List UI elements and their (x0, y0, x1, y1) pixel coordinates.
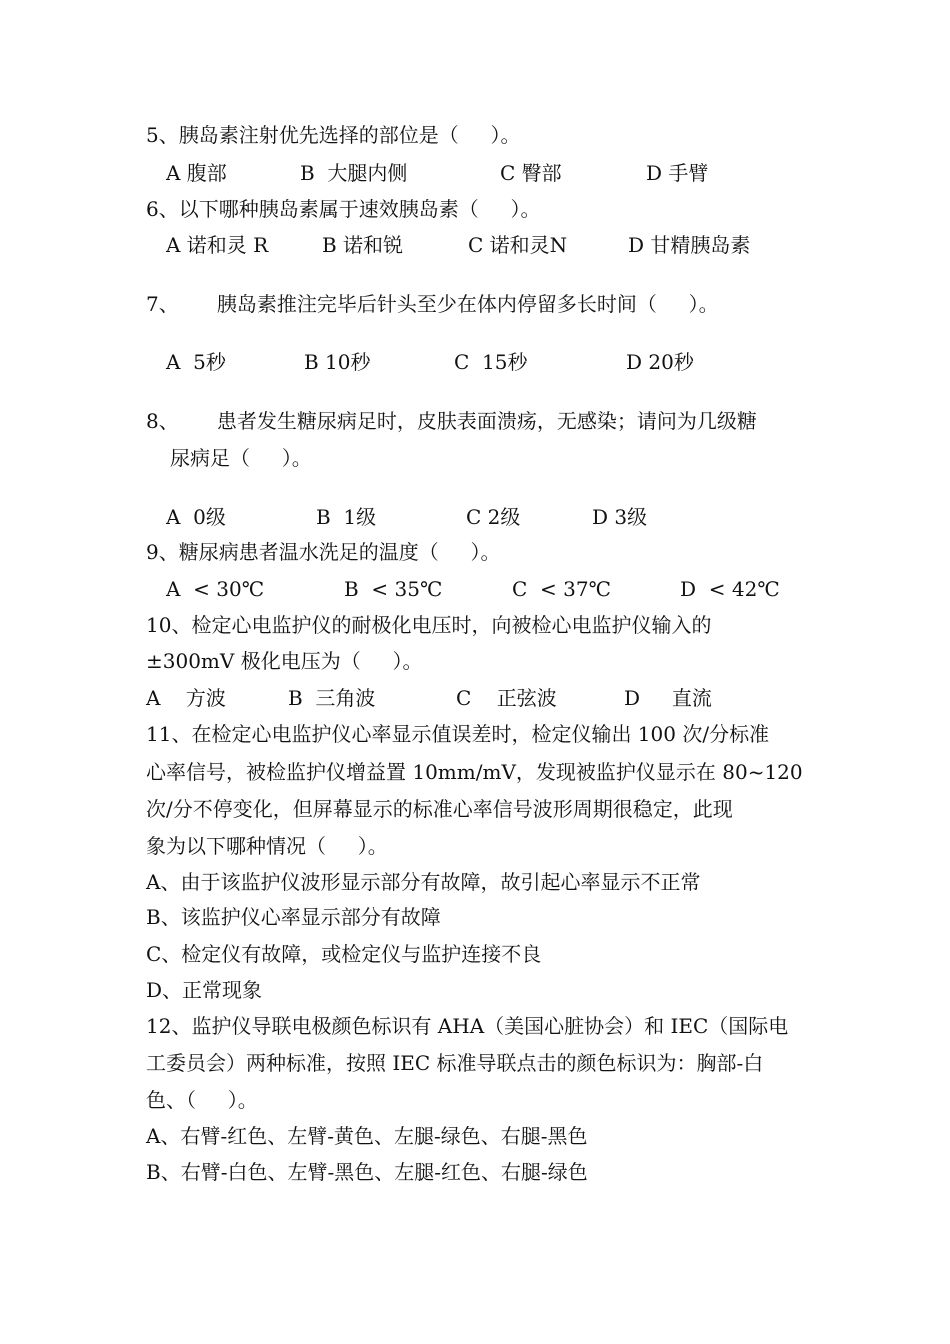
question-11-option-a: A、由于该监护仪波形显示部分有故障，故引起心率显示不正常 (146, 870, 701, 894)
question-7-option-a: A 5秒 (166, 350, 226, 374)
question-9-option-d: D < 42℃ (680, 577, 780, 601)
question-11-option-b: B、该监护仪心率显示部分有故障 (146, 905, 441, 929)
question-11-stem-line-2: 心率信号，被检监护仪增益置 10mm/mV，发现被监护仪显示在 80~120 (146, 760, 803, 784)
question-11-stem-line-4: 象为以下哪种情况（ ）。 (146, 834, 388, 858)
question-7-option-d: D 20秒 (626, 350, 694, 374)
question-7-option-b: B 10秒 (304, 350, 371, 374)
question-11-stem-line-3: 次/分不停变化，但屏幕显示的标准心率信号波形周期很稳定，此现 (146, 797, 733, 821)
question-7-stem: 7、 胰岛素推注完毕后针头至少在体内停留多长时间（ ）。 (146, 292, 719, 316)
question-12-stem-line-1: 12、监护仪导联电极颜色标识有 AHA（美国心脏协会）和 IEC（国际电 (146, 1014, 789, 1038)
question-6-option-b: B 诺和锐 (322, 233, 404, 257)
question-5-option-a: A 腹部 (166, 161, 227, 185)
question-8-stem-line-2: 尿病足（ ）。 (170, 446, 312, 470)
question-5-option-b: B 大腿内侧 (300, 161, 408, 185)
question-8-option-a: A 0级 (166, 505, 226, 529)
question-5-stem: 5、胰岛素注射优先选择的部位是（ ）。 (146, 123, 521, 147)
question-6-option-d: D 甘精胰岛素 (628, 233, 751, 257)
question-5-option-c: C 臀部 (500, 161, 562, 185)
question-8-option-d: D 3级 (592, 505, 648, 529)
question-10-option-c: C 正弦波 (456, 686, 557, 710)
question-12-option-a: A、右臂-红色、左臂-黄色、左腿-绿色、右腿-黑色 (146, 1124, 588, 1148)
question-7-option-c: C 15秒 (454, 350, 528, 374)
question-10-stem-line-1: 10、检定心电监护仪的耐极化电压时，向被检心电监护仪输入的 (146, 613, 712, 637)
question-11-option-d: D、正常现象 (146, 978, 263, 1002)
question-11-option-c: C、检定仪有故障，或检定仪与监护连接不良 (146, 942, 542, 966)
question-12-stem-line-2: 工委员会）两种标准，按照 IEC 标准导联点击的颜色标识为：胸部-白 (146, 1051, 764, 1075)
question-6-stem: 6、以下哪种胰岛素属于速效胰岛素（ ）。 (146, 197, 541, 221)
question-9-option-c: C < 37℃ (512, 577, 611, 601)
question-9-option-a: A < 30℃ (166, 577, 265, 601)
question-8-option-c: C 2级 (466, 505, 521, 529)
question-12-stem-line-3: 色、（ ）。 (146, 1088, 258, 1112)
question-9-option-b: B < 35℃ (344, 577, 443, 601)
question-6-option-c: C 诺和灵N (468, 233, 568, 257)
question-11-stem-line-1: 11、在检定心电监护仪心率显示值误差时，检定仪输出 100 次/分标准 (146, 722, 770, 746)
question-6-option-a: A 诺和灵 R (166, 233, 269, 257)
question-10-option-a: A 方波 (146, 686, 226, 710)
question-10-option-b: B 三角波 (288, 686, 376, 710)
question-5-option-d: D 手臂 (646, 161, 709, 185)
question-8-option-b: B 1级 (316, 505, 377, 529)
question-12-option-b: B、右臂-白色、左臂-黑色、左腿-红色、右腿-绿色 (146, 1160, 588, 1184)
question-10-option-d: D 直流 (624, 686, 712, 710)
question-10-stem-line-2: ±300mV 极化电压为（ ）。 (146, 649, 423, 673)
question-9-stem: 9、糖尿病患者温水洗足的温度（ ）。 (146, 540, 501, 564)
question-8-stem-line-1: 8、 患者发生糖尿病足时，皮肤表面溃疡，无感染；请问为几级糖 (146, 409, 757, 433)
